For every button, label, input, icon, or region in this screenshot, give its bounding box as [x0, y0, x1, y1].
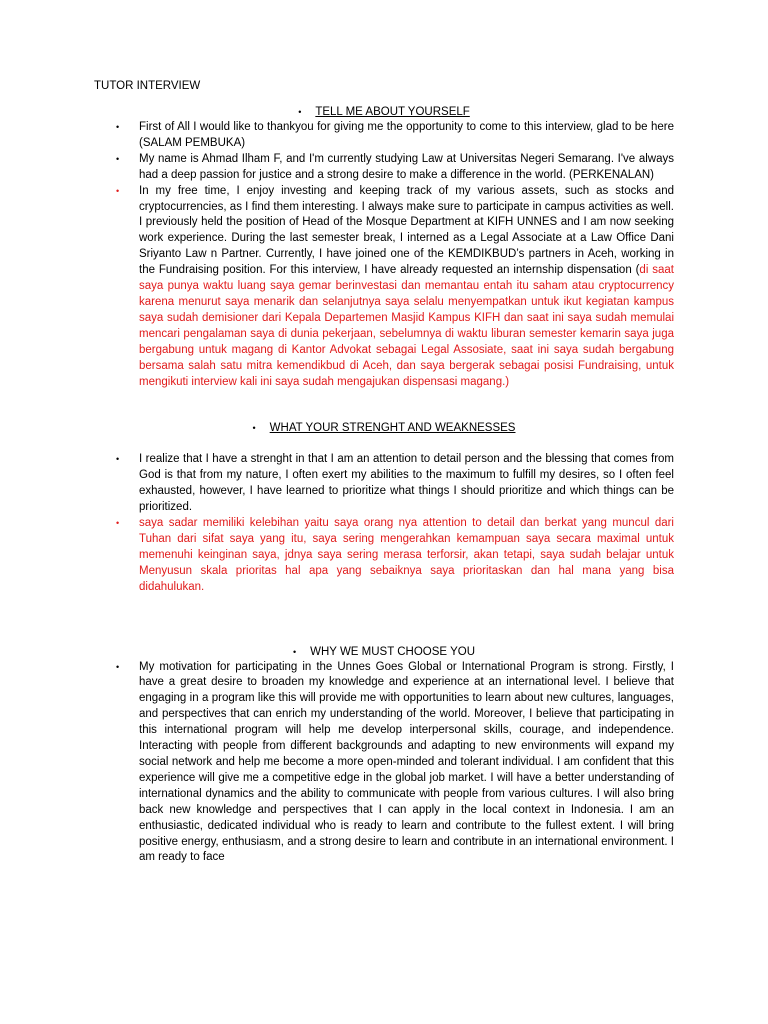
section-heading-choose-you	[94, 644, 674, 660]
section-list-choose-you	[94, 660, 674, 867]
document-title: TUTOR INTERVIEW	[94, 80, 201, 92]
bullet-icon: •	[116, 122, 120, 132]
item-text: My motivation for participating in the Unnes Goes Global or International Program is strong. Firstly, I have a great desire to broaden my knowledge and experience at an international level. I believe that engaging in a program like this will provide me with opportunities to learn about new cultures, languages, and perspectives that can enrich my understanding of the world. Moreover, I believe that participating in this international program will help me develop interpersonal skills, courage, and independence. Interacting with people from different backgrounds and adapting to new environments will expand my social network and help me become a more open-minded and tolerant individual. I am confident that this experience will give me a competitive edge in the global job market. I will have a better understanding of international dynamics and the ability to communicate with people from various cultures. I will also bring back new knowledge and perspectives that I can apply in the local context in Indonesia. I am an enthusiastic, dedicated individual who is ready to learn and contribute to the fullest extent. I will bring positive energy, enthusiasm, and a strong desire to learn and contribute in an international environment. I am ready to face	[139, 660, 674, 864]
list-item	[94, 660, 674, 867]
section-heading-text: TELL ME ABOUT YOURSELF	[315, 106, 470, 118]
bullet-icon: •	[116, 661, 120, 672]
list-item	[94, 516, 674, 596]
bullet-icon: •	[292, 646, 297, 657]
section-heading-text: WHY WE MUST CHOOSE YOU	[310, 645, 475, 658]
item-text: In my free time, I enjoy investing and keeping track of my various assets, such as stocks and cryptocurrencies, as I find them interesting. I always make sure to participate in campus activities as well. I previously held the position of Head of the Mosque Department at KIFH UNNES and I am now seeking work experience. During the last semester break, I interned as a Legal Associate at a Law Office Dani Sriyanto Law n Partner. Currently, I have joined one of the KEMDIKBUD’s partners in Aceh, working in the Fundraising position. For this interview, I have already requested an internship dispensation (	[139, 184, 674, 277]
list-item	[94, 184, 674, 391]
bullet-icon: •	[252, 423, 256, 434]
bullet-icon: •	[116, 185, 120, 196]
list-item	[94, 152, 674, 184]
section-heading-strengths	[94, 420, 674, 436]
list-item	[94, 452, 674, 516]
section-list-about-yourself	[94, 120, 674, 390]
list-item	[94, 120, 674, 152]
bullet-icon: •	[116, 454, 120, 465]
bullet-icon: •	[116, 153, 120, 164]
item-text: I realize that I have a strenght in that I am an attention to detail person and the blessing that comes from God is that from my nature, I often exert my abilities to the maximum to fulfill my desires, so I often feel exhausted, however, I have learned to prioritize what things I should prioritize and which things can be prioritized.	[139, 453, 674, 514]
bullet-icon: •	[116, 518, 120, 529]
item-text: First of All I would like to thankyou for giving me the opportunity to come to this interview, glad to be here (SALAM PEMBUKA)	[139, 121, 674, 149]
item-translation-text: saya sadar memiliki kelebihan yaitu saya orang nya attention to detail dan berkat yang muncul dari Tuhan dari sifat saya yang itu, saya sering mengerahkan kemampuan saya secara maximal untuk memenuhi keinginan saya, jdnya saya sering merasa terforsir, akan tetapi, saya sudah belajar untuk Menyusun skala prioritas hal apa yang sebaiknya saya prioritaskan dan hal mana yang bisa didahulukan.	[139, 517, 674, 593]
bullet-icon: •	[298, 107, 302, 117]
section-heading-text: WHAT YOUR STRENGHT AND WEAKNESSES	[269, 422, 516, 435]
section-heading-about-yourself	[94, 104, 674, 120]
item-text: My name is Ahmad Ilham F, and I'm currently studying Law at Universitas Negeri Semarang. I've always had a deep passion for justice and a strong desire to make a difference in the world. (PERKENALAN)	[139, 152, 674, 181]
item-translation-text: di saat saya punya waktu luang saya gemar berinvestasi dan memantau entah itu saham atau cryptocurrency karena menurut saya menarik dan selanjutnya saya selalu menyempatkan untuk ikut kegiatan kampus saya sudah demisioner dari Kepala Departemen Masjid Kampus KIFH dan saat ini saya sudah memulai mencari pengalaman saya di dunia pekerjaan, sebelumnya di waktu liburan semester kemarin saya juga bergabung untuk magang di Kantor Advokat sebagai Legal Assosiate, saat ini saya sudah bergabung bersama salah satu mitra kemendikbud di Aceh, dan saya bergerak sebagai posisi Fundraising, untuk mengikuti interview kali ini saya sudah mengajukan dispensasi magang.)	[139, 264, 674, 388]
section-list-strengths	[94, 452, 674, 595]
